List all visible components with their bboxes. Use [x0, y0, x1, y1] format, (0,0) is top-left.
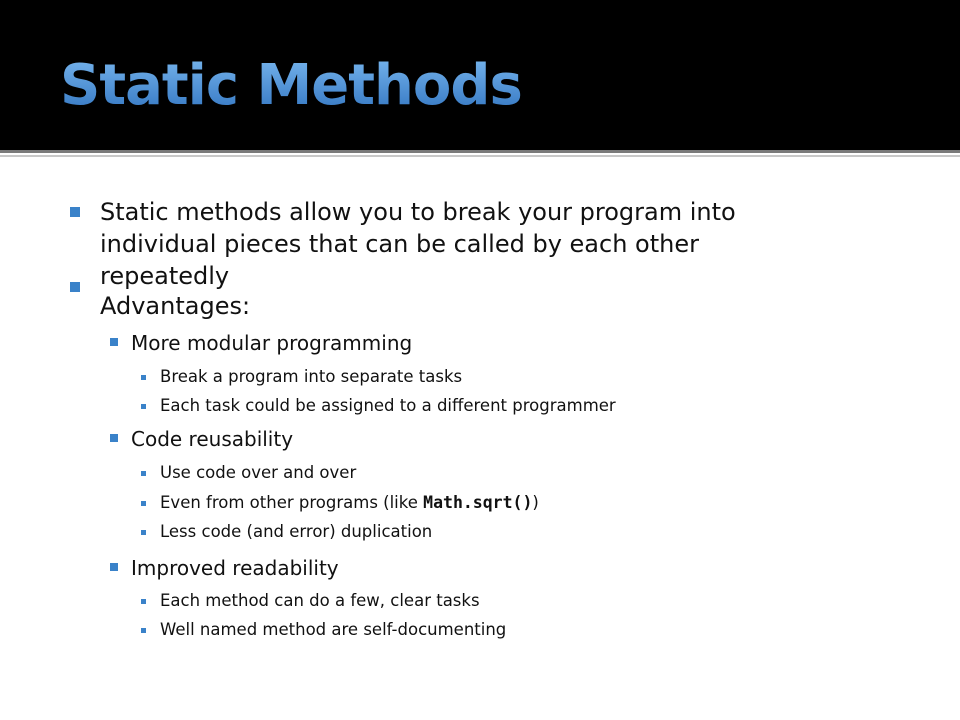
sub-sub-bullet-text: Use code over and over [160, 463, 357, 482]
small-square-bullet-icon [141, 471, 146, 476]
sub-sub-bullet-text: Each method can do a few, clear tasks [160, 591, 480, 610]
text-suffix: ) [532, 493, 539, 512]
small-square-bullet-icon [141, 599, 146, 604]
text-prefix: Even from other programs (like [160, 493, 424, 512]
sub-sub-bullet-text [160, 491, 539, 515]
square-bullet-icon [110, 434, 118, 442]
sub-sub-bullet-text: Each task could be assigned to a different programmer [160, 396, 616, 415]
square-bullet-icon [110, 338, 118, 346]
bullet-text-line3: repeatedly [100, 262, 230, 290]
square-bullet-icon [110, 563, 118, 571]
sub-bullet-text: Code reusability [131, 427, 294, 451]
code-snippet: Math.sqrt() [423, 493, 533, 512]
sub-bullet-text: More modular programming [131, 331, 413, 355]
small-square-bullet-icon [141, 530, 146, 535]
bullet-text-line2: individual pieces that can be called by each other [100, 230, 699, 258]
sub-sub-bullet-text: Break a program into separate tasks [160, 367, 463, 386]
bullet-text-line1: Static methods allow you to break your program into [100, 198, 736, 226]
sub-sub-bullet-text: Well named method are self-documenting [160, 620, 507, 639]
square-bullet-icon [70, 207, 80, 217]
bullet-text: Advantages: [100, 292, 251, 320]
sub-sub-bullet-text: Less code (and error) duplication [160, 522, 433, 541]
small-square-bullet-icon [141, 404, 146, 409]
small-square-bullet-icon [141, 628, 146, 633]
slide-title-text: Static Methods [60, 53, 522, 118]
small-square-bullet-icon [141, 501, 146, 506]
square-bullet-icon [70, 282, 80, 292]
sub-bullet-text: Improved readability [131, 556, 339, 580]
small-square-bullet-icon [141, 375, 146, 380]
